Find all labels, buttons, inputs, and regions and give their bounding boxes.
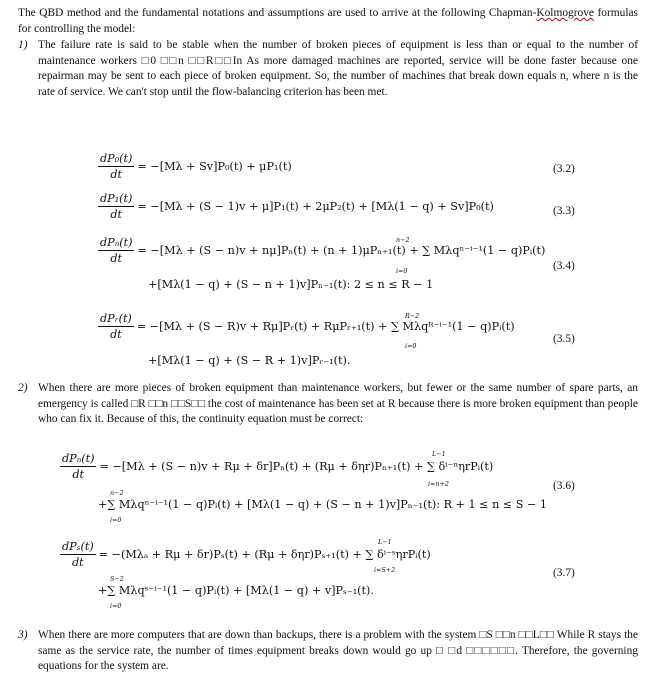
fraction-denominator: dt [110,328,122,341]
fraction-numerator: dPₙ(t) [100,236,133,249]
equation-3-5 [98,312,515,341]
list-item-3 [18,628,638,675]
derivative-fraction [98,236,134,265]
sum-lower-limit: i=n+2 [428,480,449,488]
equation-rhs: = −(Mλₐ + Rμ + δr)Pₛ(t) + (Rμ + δηr)Pₛ₊₁(t) + ∑ δⁱ⁻ˢηrPᵢ(t) [98,548,431,561]
list-number: 1) [18,39,28,51]
list-item-text: The failure rate is said to be stable when the number of broken pieces of equipment is less than or equal to the number of maintenance workers □0 □□n □□R□□In As more damaged machines are reported, service will be done faster because one repairman may be sent to each piece of broken equipment. So, the number of machines that break down equals n, where n is the rate of service. We can't stop until the flow-balancing criterion has been met. [38,39,638,98]
equation-continuation: +∑ Mλqˢ⁻ⁱ⁻¹(1 − q)Pᵢ(t) + [Mλ(1 − q) + v]Pₛ₋₁(t). [98,584,374,597]
equation-number: (3.5) [553,333,575,345]
equation-3-6 [60,452,493,481]
fraction-numerator: dPᵣ(t) [100,312,132,325]
sum-upper-limit: n−2 [396,236,410,244]
equation-number: (3.2) [553,163,575,175]
kolmogrove-word: Kolmogrove [536,7,594,19]
equation-3-7 [60,540,431,569]
equation-3-3 [98,192,494,221]
sum-lower-limit: i=0 [405,342,417,350]
list-item-2 [18,381,638,428]
derivative-fraction [98,152,134,181]
fraction-denominator: dt [110,168,123,181]
equation-number: (3.4) [553,260,575,272]
derivative-fraction [98,192,134,221]
fraction-denominator: dt [72,468,85,481]
equation-number: (3.6) [553,480,575,492]
equation-rhs: = −[Mλ + (S − 1)v + μ]P₁(t) + 2μP₂(t) + [Mλ(1 − q) + Sv]P₀(t) [137,200,494,213]
fraction-denominator: dt [72,556,84,569]
fraction-numerator: dPₙ(t) [62,452,95,465]
sum-lower-limit: i=0 [110,602,122,610]
sum-lower-limit: i=S+2 [374,566,396,574]
sum-lower-limit: i=0 [396,267,408,275]
equation-number: (3.7) [553,567,575,579]
equation-rhs: = −[Mλ + (S − n)v + Rμ + δr]Pₙ(t) + (Rμ + δηr)Pₙ₊₁(t) + ∑ δⁱ⁻ⁿηrPᵢ(t) [99,460,494,473]
sum-upper-limit: n−2 [110,489,124,497]
equation-3-4 [98,236,545,265]
fraction-numerator: dP₀(t) [100,152,133,165]
sum-upper-limit: S−2 [110,575,124,583]
sum-lower-limit: i=0 [110,516,122,524]
list-item-text: When there are more computers that are down than backups, there is a problem with the system □S □□n □□L□□ While R stays the same as the service rate, the number of times equipment breaks down would go up □ □d □□□□□□. Therefore, the governing equations for the system are. [38,629,638,673]
sum-upper-limit: R−2 [405,312,420,320]
derivative-fraction [60,452,96,481]
fraction-denominator: dt [110,208,123,221]
equation-continuation: +[Mλ(1 − q) + (S − R + 1)v]Pᵣ₋₁(t). [148,354,351,367]
sum-upper-limit: L−1 [378,538,392,546]
intro-text-end: formulas for controlling the model: [18,7,638,35]
equation-number: (3.3) [553,205,575,217]
equation-continuation: +[Mλ(1 − q) + (S − n + 1)v]Pₙ₋₁(t): 2 ≤ n ≤ R − 1 [148,278,434,291]
intro-text: The QBD method and the fundamental notations and assumptions are used to arrive at the following Chapman- [18,7,537,19]
equation-continuation: +∑ Mλqⁿ⁻ⁱ⁻¹(1 − q)Pᵢ(t) + [Mλ(1 − q) + (S − n + 1)v]Pₙ₋₁(t): R + 1 ≤ n ≤ S − 1 [98,498,548,511]
intro-paragraph [18,6,638,37]
list-item-1 [18,38,638,100]
list-number: 2) [18,382,28,394]
fraction-denominator: dt [110,252,123,265]
fraction-numerator: dPₛ(t) [62,540,94,553]
equation-rhs: = −[Mλ + Sv]P₀(t) + μP₁(t) [137,160,292,173]
list-number: 3) [18,629,28,641]
list-item-text: When there are more pieces of broken equipment than maintenance workers, but fewer or the same number of spare parts, an emergency is called □R □□n □□S□□ the cost of maintenance has been set at R because there is more broken equipment than people who can fix it. Because of this, the continuity equation must be correct: [38,382,638,426]
equation-3-2 [98,152,292,181]
derivative-fraction [60,540,96,569]
sum-upper-limit: L−1 [432,450,446,458]
derivative-fraction [98,312,134,341]
fraction-numerator: dP₁(t) [100,192,133,205]
equation-rhs: = −[Mλ + (S − n)v + nμ]Pₙ(t) + (n + 1)μPₙ₊₁(t) + ∑ Mλqⁿ⁻ⁱ⁻¹(1 − q)Pᵢ(t) [137,244,546,257]
equation-rhs: = −[Mλ + (S − R)v + Rμ]Pᵣ(t) + RμPᵣ₊₁(t) + ∑ Mλqᴿ⁻ⁱ⁻¹(1 − q)Pᵢ(t) [136,320,515,333]
